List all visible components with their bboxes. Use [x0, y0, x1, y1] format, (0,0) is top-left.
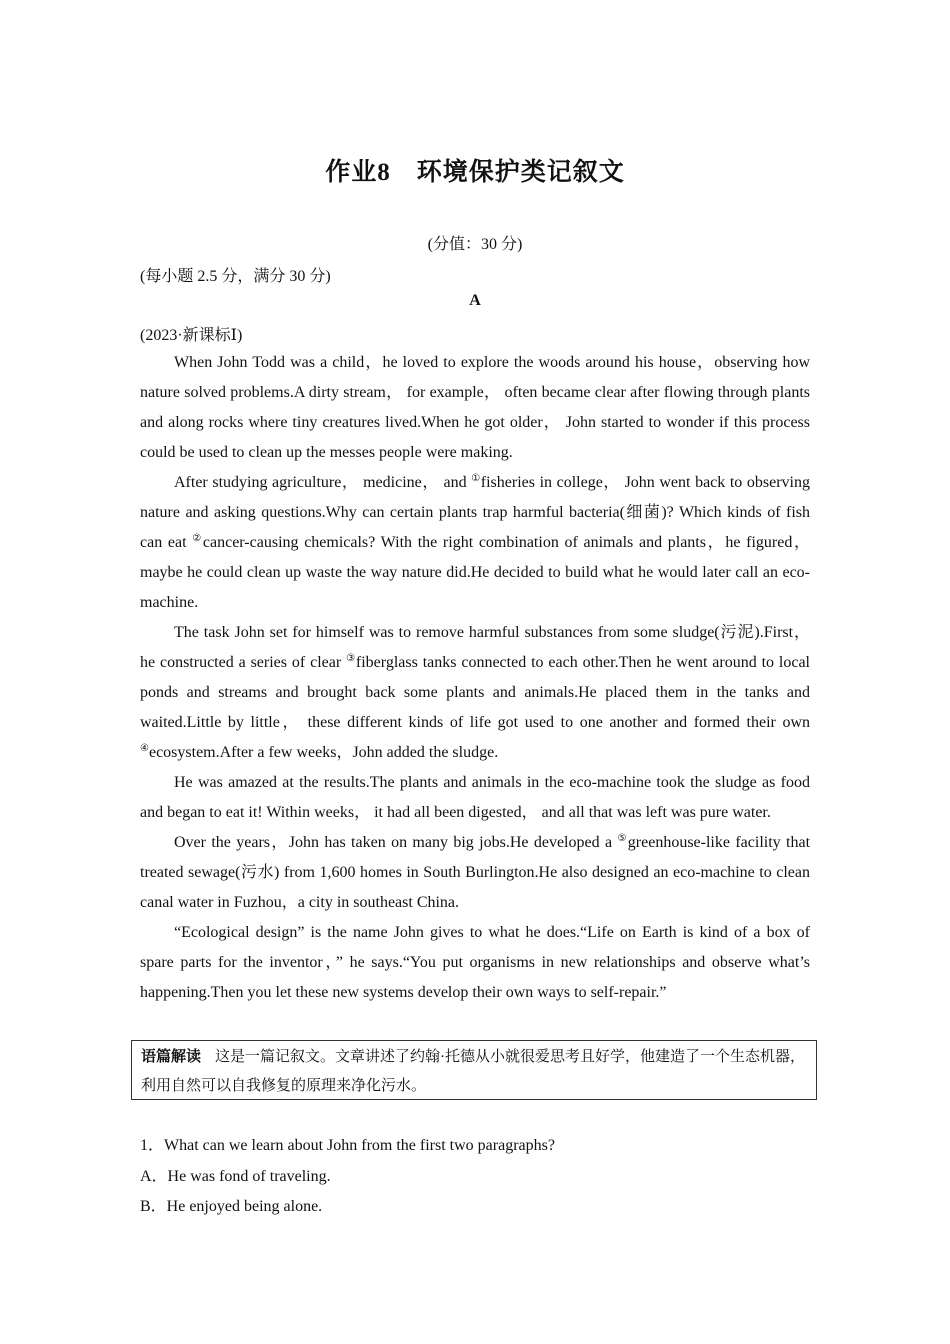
reading-summary-text: 这是一篇记叙文。文章讲述了约翰·托德从小就很爱思考且好学，他建造了一个生态机器，利用自然可以自我修复的原理来净化污水。	[141, 1049, 806, 1094]
paragraph-4: He was amazed at the results.The plants and animals in the eco-machine took the sludge as food and began to eat it! Within weeks， it had all been digested， and all that was left was pure water.	[140, 774, 810, 821]
question-stem: 1．What can we learn about John from the first two paragraphs?	[140, 1137, 555, 1154]
footnote-marker: ③	[346, 653, 356, 664]
reading-summary-label: 语篇解读	[141, 1047, 202, 1065]
option-a[interactable]: A．He was fond of traveling.	[140, 1168, 331, 1185]
section-heading: A	[469, 292, 481, 309]
footnote-marker: ①	[471, 473, 481, 484]
paragraph-5: Over the years，John has taken on many big jobs.He developed a ⑤greenhouse-like facility that treated sewage(污水) from 1,600 homes in South Burlington.He also designed an eco-machine to clean canal water in Fuzhou，a city in southeast China.	[140, 833, 811, 911]
score-line: (分值：30 分)	[427, 236, 523, 253]
option-b[interactable]: B．He enjoyed being alone.	[140, 1198, 323, 1215]
paragraph-1: When John Todd was a child，he loved to explore the woods around his house，observing how nature solved problems.A dirty stream， for example， often became clear after flowing through plants and along rocks where tiny creatures lived.When he got older， John started to wonder if this process could be used to clean up the messes people were making.	[140, 354, 810, 461]
reading-summary-box	[131, 1040, 817, 1100]
footnote-marker: ④	[140, 743, 149, 754]
footnote-marker: ②	[192, 533, 203, 544]
paragraph-6: “Ecological design” is the name John gives to what he does.“Life on Earth is kind of a box of spare parts for the inventor，” he says.“You put organisms in new relationships and observe what’s happening.Then you let these new systems develop their own ways to self-repair.”	[140, 924, 810, 1001]
scoring-note: (每小题 2.5 分，满分 30 分)	[140, 268, 331, 285]
footnote-marker: ⑤	[617, 833, 628, 844]
page-title: 作业8 环境保护类记叙文	[325, 159, 625, 186]
paragraph-3: The task John set for himself was to remove harmful substances from some sludge(污泥).First， he constructed a series of clear ③fiberglass tanks connected to each other.Then he went around to local ponds and streams and brought back some plants and animals.He placed them in the tanks and waited.Little by little， these different kinds of life got used to one another and formed their own ④ecosystem.After a few weeks，John added the sludge.	[140, 624, 811, 761]
passage	[140, 348, 810, 1008]
paragraph-2: After studying agriculture， medicine， and ①fisheries in college， John went back to observing nature and asking questions.Why can certain plants trap harmful bacteria(细菌)? Which kinds of fish can eat ②cancer-causing chemicals? With the right combination of animals and plants，he figured，maybe he could clean up waste the way nature did.He decided to build what he would later call an eco-machine.	[140, 473, 811, 611]
source-line: (2023·新课标Ⅰ)	[140, 327, 243, 344]
